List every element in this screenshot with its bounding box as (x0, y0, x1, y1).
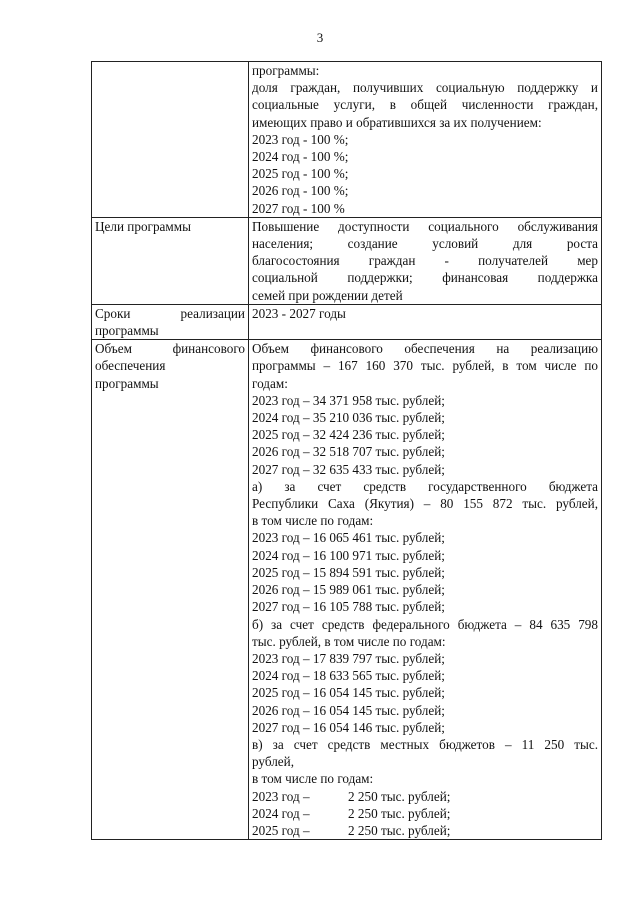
text-line: 2025 год – 15 894 591 тыс. рублей; (252, 564, 445, 580)
text-line: 2024 год - 100 %; (252, 149, 349, 165)
text-line: 2026 год – 32 518 707 тыс. рублей; (252, 444, 445, 460)
goals-value-cell (249, 217, 602, 304)
terms-label-line: Сроки реализации (95, 305, 245, 321)
text-line: доля граждан, получивших социальную поддержку и (252, 80, 598, 96)
text-line: семей при рождении детей (252, 287, 403, 303)
text-line: 2027 год – 32 635 433 тыс. рублей; (252, 461, 445, 477)
text-line: годам: (252, 375, 288, 391)
text-line: 2026 год – 15 989 061 тыс. рублей; (252, 582, 445, 598)
text-line: 2024 год – 18 633 565 тыс. рублей; (252, 668, 445, 684)
text-line: программы – 167 160 370 тыс. рублей, в том числе по (252, 358, 598, 374)
text-line: 2025 год - 100 %; (252, 166, 349, 182)
year-label: 2023 год – (252, 788, 310, 804)
text-line: населения; создание условий для роста (252, 236, 598, 252)
text-line: в том числе по годам: (252, 513, 374, 529)
year-amount: 2 250 тыс. рублей; (348, 822, 451, 838)
text-line: 2027 год - 100 % (252, 200, 345, 216)
row-label-cell (92, 304, 249, 339)
text-line: 2024 год – 16 100 971 тыс. рублей; (252, 547, 445, 563)
text-line: имеющих право и обратившихся за их получением: (252, 114, 542, 130)
text-line: а) за счет средств государственного бюджета (252, 478, 598, 494)
year-amount: 2 250 тыс. рублей; (348, 805, 451, 821)
text-line: социальные услуги, в общей численности граждан, (252, 97, 598, 113)
row-label-cell (92, 217, 249, 304)
text-line: Повышение доступности социального обслуживания (252, 218, 598, 234)
year-amount: 2 250 тыс. рублей; (348, 788, 451, 804)
funding-label-line: программы (95, 375, 159, 391)
table-row-terms (92, 304, 602, 339)
funding-value-cell (249, 340, 602, 840)
local-budget-year-line (252, 822, 598, 839)
text-line: 2023 год – 16 065 461 тыс. рублей; (252, 530, 445, 546)
text-line: в) за счет средств местных бюджетов – 11 250 тыс. (252, 736, 598, 752)
text-line: рублей, (252, 754, 295, 770)
year-label: 2024 год – (252, 805, 310, 821)
text-line: программы: (252, 63, 320, 78)
text-line: 2026 год - 100 %; (252, 183, 349, 199)
indicators-value-cell (249, 62, 602, 218)
text-line: 2027 год – 16 105 788 тыс. рублей; (252, 599, 445, 615)
text-line: тыс. рублей, в том числе по годам: (252, 633, 446, 649)
goals-label: Цели программы (95, 218, 191, 234)
table-row-goals (92, 217, 602, 304)
text-line: б) за счет средств федерального бюджета – 84 635 798 (252, 616, 598, 632)
terms-value: 2023 - 2027 годы (252, 305, 346, 321)
text-line: 2025 год – 32 424 236 тыс. рублей; (252, 427, 445, 443)
row-label-cell (92, 340, 249, 840)
terms-label-line: программы (95, 323, 159, 339)
table-row-funding (92, 340, 602, 840)
page-number: 3 (316, 30, 324, 45)
text-line: 2023 год – 34 371 958 тыс. рублей; (252, 392, 445, 408)
terms-value-cell (249, 304, 602, 339)
text-line: 2023 год – 17 839 797 тыс. рублей; (252, 650, 445, 666)
text-line: Республики Саха (Якутия) – 80 155 872 тыс. рублей, (252, 496, 598, 512)
text-line: 2026 год – 16 054 145 тыс. рублей; (252, 702, 445, 718)
funding-label-line: Объем финансового (95, 341, 245, 357)
text-line: 2024 год – 35 210 036 тыс. рублей; (252, 410, 445, 426)
funding-label-line: обеспечения (95, 358, 166, 374)
local-budget-year-line (252, 805, 598, 822)
text-line: 2027 год – 16 054 146 тыс. рублей; (252, 719, 445, 735)
text-line: 2023 год - 100 %; (252, 131, 349, 147)
text-line: в том числе по годам: (252, 771, 374, 787)
text-line: благосостояния граждан - получателей мер (252, 253, 598, 269)
row-label-cell (92, 62, 249, 218)
passport-table (91, 61, 602, 840)
year-label: 2025 год – (252, 822, 310, 838)
text-line: 2025 год – 16 054 145 тыс. рублей; (252, 685, 445, 701)
local-budget-year-line (252, 788, 598, 805)
text-line: Объем финансового обеспечения на реализацию (252, 341, 598, 357)
table-row-indicators (92, 62, 602, 218)
text-line: социальной поддержки; финансовая поддержка (252, 270, 598, 286)
